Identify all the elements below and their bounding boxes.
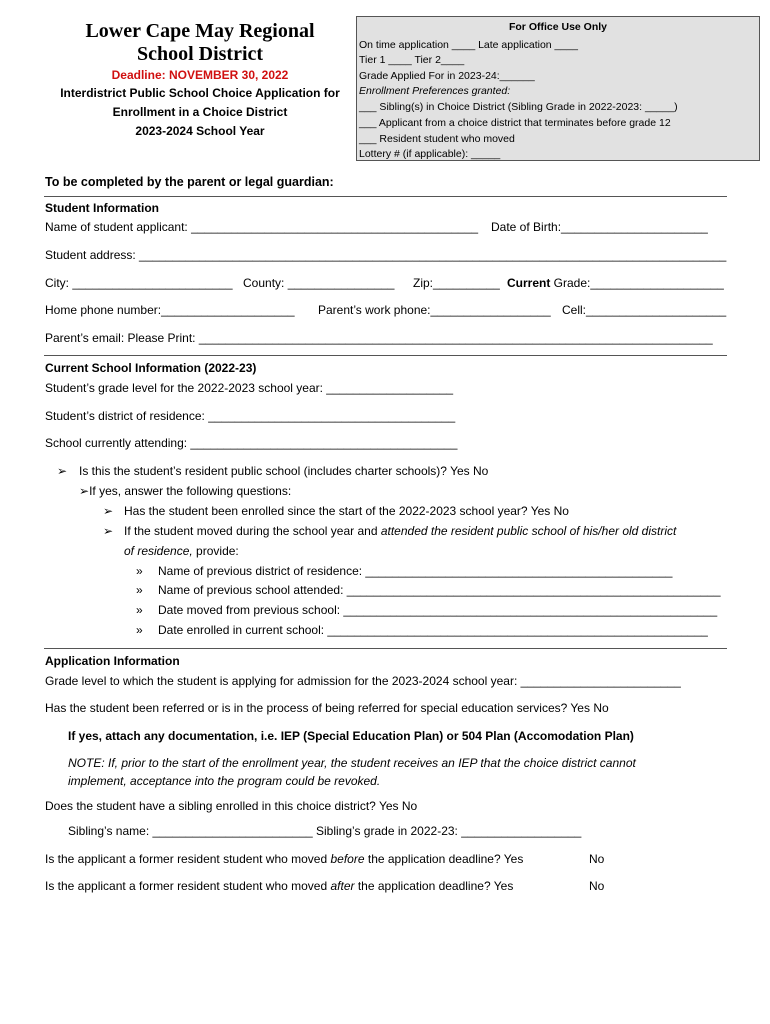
office-line-lottery: Lottery # (if applicable): _____ — [359, 148, 501, 160]
moved-before-deadline-question[interactable] — [45, 851, 523, 867]
moved-before-no-option[interactable]: No — [589, 852, 605, 866]
moved-after-no-option[interactable]: No — [589, 879, 605, 893]
previous-school-field[interactable]: Name of previous school attended: ________________________________________________________ — [158, 583, 721, 597]
school-attending-field[interactable]: School currently attending: ________________________________________ — [45, 436, 458, 450]
previous-district-field[interactable]: Name of previous district of residence: ______________________________________________ — [158, 564, 673, 578]
moved-text-a: If the student moved during the school year and — [124, 524, 381, 538]
iep-note-line1: NOTE: If, prior to the start of the enrollment year, the student receives an IEP that the choice district cannot — [68, 756, 636, 770]
divider-top — [44, 196, 727, 197]
date-enrolled-field[interactable]: Date enrolled in current school: _________________________________________________________ — [158, 623, 708, 637]
before-text-b: before — [330, 852, 365, 866]
office-use-title: For Office Use Only — [508, 21, 608, 33]
district-of-residence-field[interactable]: Student’s district of residence: _____________________________________ — [45, 409, 456, 423]
special-ed-question[interactable]: Has the student been referred or is in the process of being referred for special education services? Yes No — [45, 701, 609, 715]
iep-note-line2: implement, acceptance into the program could be revoked. — [68, 774, 381, 788]
sub-bullet-2: » — [136, 583, 143, 597]
sub-bullet-4: » — [136, 623, 143, 637]
county-field[interactable]: County: ________________ — [243, 276, 395, 290]
if-yes-instruction — [79, 483, 291, 499]
moved-text-d: provide: — [192, 544, 239, 558]
zip-field[interactable]: Zip:__________ — [413, 276, 500, 290]
attach-documentation-note: If yes, attach any documentation, i.e. IEP (Special Education Plan) or 504 Plan (Accomodation Plan) — [68, 729, 634, 743]
after-text-b: after — [330, 879, 355, 893]
moved-question-line2 — [124, 543, 239, 559]
moved-text-c: of residence, — [124, 544, 193, 558]
arrow-bullet-enrolled: ➢ — [103, 504, 114, 518]
student-address-field[interactable]: Student address: ________________________________________________________________________________________ — [45, 248, 727, 262]
moved-question-line1 — [124, 523, 676, 539]
office-line-resident-moved: ___ Resident student who moved — [359, 133, 515, 145]
office-line-sibling: ___ Sibling(s) in Choice District (Sibling Grade in 2022-2023: _____) — [359, 101, 678, 113]
office-line-tier: Tier 1 ____ Tier 2____ — [359, 54, 465, 66]
current-bold-label: Current — [507, 276, 551, 290]
current-grade-field[interactable] — [507, 275, 724, 291]
office-line-terminating-district: ___ Applicant from a choice district that terminates before grade 12 — [359, 117, 671, 129]
moved-text-b: attended the resident public school of his/her old district — [380, 524, 677, 538]
date-of-birth-field[interactable]: Date of Birth:______________________ — [491, 220, 708, 234]
sibling-name-grade-field[interactable]: Sibling’s name: ________________________ Sibling’s grade in 2022-23: __________________ — [68, 824, 582, 838]
arrow-bullet-resident: ➢ — [57, 464, 68, 478]
current-school-heading: Current School Information (2022-23) — [45, 361, 257, 375]
sub-bullet-1: » — [136, 564, 143, 578]
school-year: 2023-2024 School Year — [135, 124, 265, 138]
parent-email-field[interactable]: Parent’s email: Please Print: _____________________________________________________________________________ — [45, 331, 713, 345]
application-title-line1: Interdistrict Public School Choice Application for — [60, 86, 340, 100]
student-name-field[interactable]: Name of student applicant: ___________________________________________ — [45, 220, 479, 234]
before-text-c: the application deadline? Yes — [364, 852, 524, 866]
arrow-bullet-moved: ➢ — [103, 524, 114, 538]
district-name-line2: School District — [136, 43, 264, 65]
office-line-timeliness: On time application ____ Late application ____ — [359, 39, 578, 51]
district-name-line1: Lower Cape May Regional — [85, 20, 315, 42]
moved-after-deadline-question[interactable] — [45, 878, 513, 894]
if-yes-text: If yes, answer the following questions: — [89, 484, 292, 498]
date-moved-field[interactable]: Date moved from previous school: ________________________________________________________ — [158, 603, 718, 617]
before-text-a: Is the applicant a former resident student who moved — [45, 852, 331, 866]
divider-student — [44, 355, 727, 356]
city-field[interactable]: City: ________________________ — [45, 276, 233, 290]
grade-applying-field[interactable]: Grade level to which the student is applying for admission for the 2023-2024 school year: ________________________ — [45, 674, 681, 688]
office-line-preferences: Enrollment Preferences granted: — [359, 85, 511, 97]
intro-instruction: To be completed by the parent or legal guardian: — [45, 175, 334, 189]
deadline: Deadline: NOVEMBER 30, 2022 — [111, 68, 289, 82]
divider-current-school — [44, 648, 727, 649]
student-info-heading: Student Information — [45, 201, 159, 215]
current-grade-level-field[interactable]: Student’s grade level for the 2022-2023 school year: ___________________ — [45, 381, 454, 395]
parent-work-phone-field[interactable]: Parent’s work phone:__________________ — [318, 303, 551, 317]
resident-school-question[interactable]: Is this the student’s resident public school (includes charter schools)? Yes No — [79, 464, 489, 478]
office-use-box — [356, 16, 760, 161]
home-phone-field[interactable]: Home phone number:____________________ — [45, 303, 295, 317]
office-line-grade-applied: Grade Applied For in 2023-24:______ — [359, 70, 535, 82]
cell-phone-field[interactable]: Cell:_____________________ — [562, 303, 727, 317]
after-text-a: Is the applicant a former resident student who moved — [45, 879, 331, 893]
arrow-bullet-if-yes: ➢ — [79, 484, 90, 498]
grade-label: Grade:____________________ — [550, 276, 724, 290]
sibling-question[interactable]: Does the student have a sibling enrolled in this choice district? Yes No — [45, 799, 418, 813]
after-text-c: the application deadline? Yes — [354, 879, 514, 893]
sub-bullet-3: » — [136, 603, 143, 617]
application-title-line2: Enrollment in a Choice District — [112, 105, 288, 119]
enrolled-since-start-question[interactable]: Has the student been enrolled since the start of the 2022-2023 school year? Yes No — [124, 504, 569, 518]
application-info-heading: Application Information — [45, 654, 180, 668]
